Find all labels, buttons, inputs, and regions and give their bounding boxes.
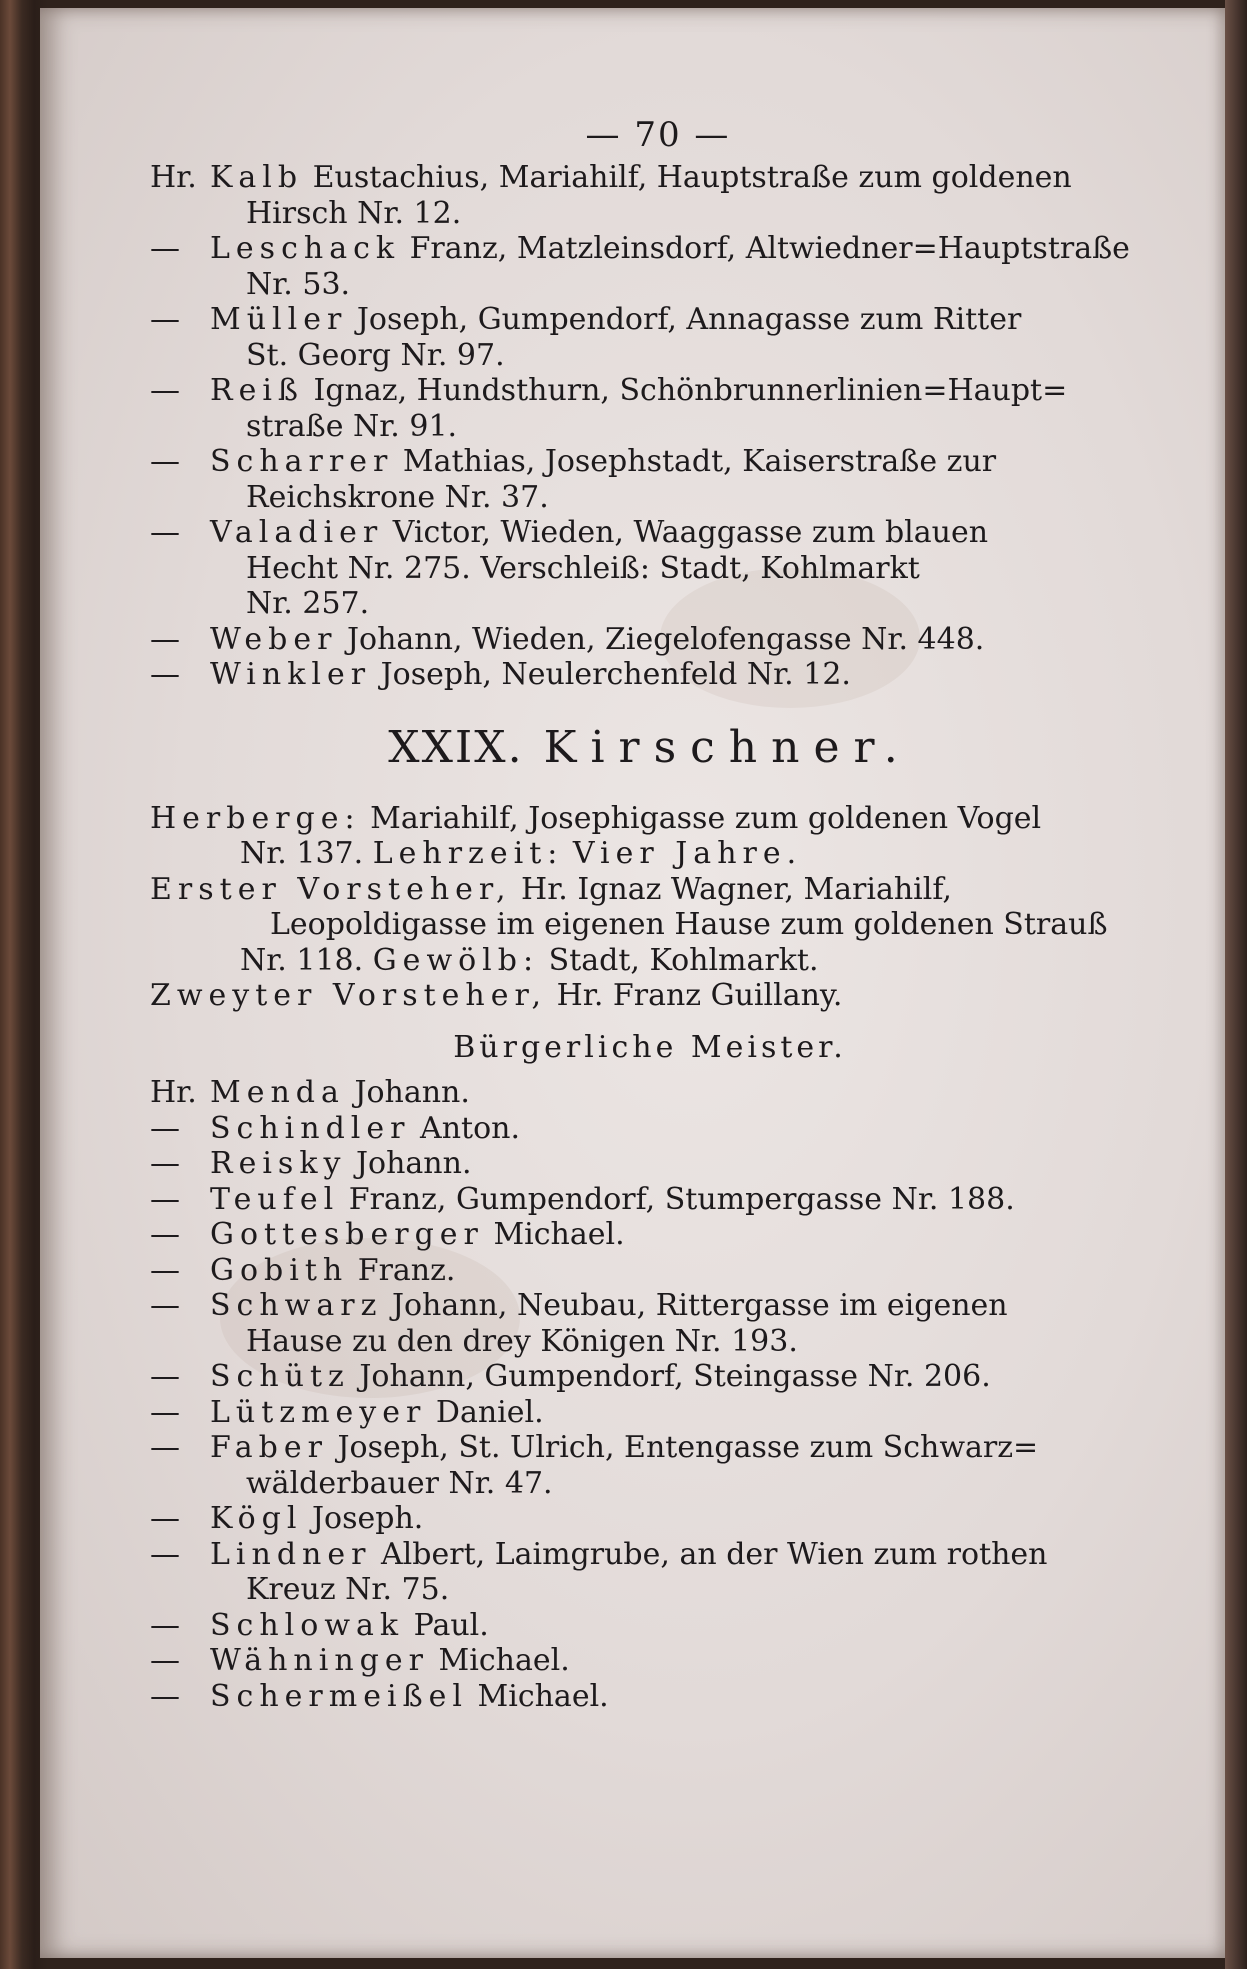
entry-mark: — xyxy=(150,1110,180,1146)
list-item xyxy=(150,444,1150,515)
entry-mark: — xyxy=(150,1501,180,1536)
entry-continuation: Kreuz Nr. 75. xyxy=(246,1572,450,1607)
zweyter-label: Zweyter Vorsteher, xyxy=(150,978,548,1013)
entry-text: Michael. xyxy=(438,1643,570,1678)
entry-mark: — xyxy=(150,302,180,337)
entry-name: Weber xyxy=(210,621,338,657)
entry-mark: — xyxy=(150,1217,180,1252)
list-item xyxy=(150,1182,1150,1218)
page-content xyxy=(150,110,1150,1714)
section-number: XXIX. xyxy=(388,721,524,773)
section-title: Kirschner. xyxy=(543,721,912,773)
entry-continuation: wälderbauer Nr. 47. xyxy=(246,1465,553,1501)
list-item xyxy=(150,302,1150,373)
entry-continuation: straße Nr. 91. xyxy=(246,408,458,444)
list-item xyxy=(150,373,1150,444)
entry-text: Paul. xyxy=(413,1607,489,1643)
list-item xyxy=(150,1253,1150,1289)
list-item xyxy=(150,515,1150,622)
entry-mark: Hr. xyxy=(150,160,197,195)
entry-name: Leschack xyxy=(210,231,401,266)
entry-name: Scharrer xyxy=(210,444,394,479)
entry-mark: — xyxy=(150,373,180,408)
entry-mark: — xyxy=(150,1678,180,1714)
list-item xyxy=(150,1075,1150,1111)
entry-text: Daniel. xyxy=(435,1394,544,1430)
entry-mark: Hr. xyxy=(150,1075,197,1110)
entry-mark: — xyxy=(150,1607,180,1643)
list-item xyxy=(150,231,1150,302)
list-item xyxy=(150,1395,1150,1431)
herberge-text: Mariahilf, Josephigasse zum goldenen Vogel xyxy=(370,800,1042,836)
entry-text: Joseph, Gumpendorf, Annagasse zum Ritter xyxy=(356,302,1022,337)
section-heading xyxy=(150,719,1150,777)
entry-continuation: Hecht Nr. 275. Verschleiß: Stadt, Kohlmarkt xyxy=(246,550,920,586)
list-item xyxy=(150,622,1150,658)
lehrzeit-label: Lehrzeit: xyxy=(372,836,564,871)
entry-text: Johann. xyxy=(356,1146,472,1181)
list-item xyxy=(150,1537,1150,1608)
entry-name: Gottesberger xyxy=(210,1217,484,1252)
entry-text: Johann, Neubau, Rittergasse im eigenen xyxy=(391,1288,1008,1323)
entry-continuation: St. Georg Nr. 97. xyxy=(246,337,505,373)
entry-name: Schütz xyxy=(210,1359,350,1394)
entry-name: Kalb xyxy=(210,160,304,195)
list-item xyxy=(150,160,1150,231)
gewoelb-value: Stadt, Kohlmarkt. xyxy=(548,942,819,978)
list-item xyxy=(150,1430,1150,1501)
entry-text: Victor, Wieden, Waaggasse zum blauen xyxy=(392,515,989,550)
entry-continuation: Reichskrone Nr. 37. xyxy=(246,479,549,515)
entry-name: Teufel xyxy=(210,1181,340,1217)
list-item xyxy=(150,1111,1150,1147)
page-edge xyxy=(1225,0,1247,1969)
entry-text: Joseph. xyxy=(312,1501,424,1536)
entry-name: Schindler xyxy=(210,1110,411,1146)
entry-mark: — xyxy=(150,657,180,692)
entry-name: Schlowak xyxy=(210,1607,405,1643)
entry-text: Franz. xyxy=(357,1252,456,1288)
list-item xyxy=(150,1501,1150,1537)
erster-label: Erster Vorsteher, xyxy=(150,871,512,907)
entry-name: Valadier xyxy=(210,515,384,550)
subheading: Bürgerliche Meister. xyxy=(453,1029,847,1065)
entry-name: Müller xyxy=(210,302,348,337)
gewoelb-label: Gewölb: xyxy=(372,942,540,978)
entry-name: Gobith xyxy=(210,1252,349,1288)
entry-text: Anton. xyxy=(420,1110,520,1146)
entry-text: Joseph, St. Ulrich, Entengasse zum Schwarz= xyxy=(337,1430,1039,1465)
entry-mark: — xyxy=(150,515,180,550)
lehrzeit-value: Vier Jahre. xyxy=(572,836,803,871)
list-item xyxy=(150,1643,1150,1679)
list-item xyxy=(150,1679,1150,1715)
entry-continuation: Nr. 53. xyxy=(246,266,351,302)
entry-text: Franz, Matzleinsdorf, Altwiedner=Hauptstraße xyxy=(409,231,1130,266)
entry-mark: — xyxy=(150,1359,180,1394)
entry-name: Winkler xyxy=(210,657,372,692)
entry-mark: — xyxy=(150,1643,180,1678)
entry-continuation: Hause zu den drey Königen Nr. 193. xyxy=(246,1323,798,1359)
entry-text: Albert, Laimgrube, an der Wien zum rothen xyxy=(381,1536,1048,1572)
entry-mark: — xyxy=(150,1252,180,1288)
entry-name: Reisky xyxy=(210,1146,347,1181)
entry-mark: — xyxy=(150,1430,180,1465)
entry-text: Franz, Gumpendorf, Stumpergasse Nr. 188. xyxy=(348,1181,1015,1217)
entry-name: Lindner xyxy=(210,1536,372,1572)
entry-text: Mathias, Josephstadt, Kaiserstraße zur xyxy=(402,444,997,479)
entry-name: Reiß xyxy=(210,373,304,408)
list-item xyxy=(150,1608,1150,1644)
entry-mark: — xyxy=(150,231,180,266)
page-number: — 70 — xyxy=(585,115,731,155)
entry-name: Wähninger xyxy=(210,1643,429,1678)
list-item xyxy=(150,1146,1150,1182)
entry-continuation: Hirsch Nr. 12. xyxy=(246,195,462,231)
entry-text: Johann, Wieden, Ziegelofengasse Nr. 448. xyxy=(347,621,985,657)
zweyter-vorsteher xyxy=(150,978,1150,1014)
erster-vorsteher xyxy=(150,872,1150,979)
entry-text: Johann, Gumpendorf, Steingasse Nr. 206. xyxy=(359,1359,991,1394)
entry-mark: — xyxy=(150,444,180,479)
herberge-label: Herberge: xyxy=(150,800,361,836)
entry-mark: — xyxy=(150,1536,180,1572)
list-item xyxy=(150,1288,1150,1359)
entry-list-top xyxy=(150,160,1150,693)
entry-text: Michael. xyxy=(493,1217,625,1252)
zweyter-text: Hr. Franz Guillany. xyxy=(556,978,843,1013)
list-item xyxy=(150,1359,1150,1395)
entry-mark: — xyxy=(150,1146,180,1181)
entry-name: Schwarz xyxy=(210,1288,383,1323)
erster-number: Nr. 118. xyxy=(240,942,364,978)
entry-continuation: Nr. 257. xyxy=(246,586,370,621)
list-item xyxy=(150,1217,1150,1253)
entry-name: Menda xyxy=(210,1075,345,1110)
entry-text: Eustachius, Mariahilf, Hauptstraße zum goldenen xyxy=(312,160,1072,195)
erster-continuation: Leopoldigasse im eigenen Hause zum goldenen Strauß xyxy=(270,907,1108,942)
herberge-info xyxy=(150,801,1150,872)
entry-name: Schermeißel xyxy=(210,1678,468,1714)
entry-text: Johann. xyxy=(354,1075,470,1110)
entry-name: Faber xyxy=(210,1430,328,1465)
list-item xyxy=(150,657,1150,693)
entry-name: Lützmeyer xyxy=(210,1394,427,1430)
entry-mark: — xyxy=(150,621,180,657)
entry-list-meister xyxy=(150,1075,1150,1714)
entry-name: Kögl xyxy=(210,1501,303,1536)
entry-text: Ignaz, Hundsthurn, Schönbrunnerlinien=Haupt= xyxy=(313,373,1068,408)
entry-mark: — xyxy=(150,1394,180,1430)
entry-text: Michael. xyxy=(477,1678,609,1714)
entry-mark: — xyxy=(150,1288,180,1323)
entry-mark: — xyxy=(150,1181,180,1217)
entry-text: Joseph, Neulerchenfeld Nr. 12. xyxy=(380,657,851,692)
erster-text: Hr. Ignaz Wagner, Mariahilf, xyxy=(521,871,952,907)
herberge-number: Nr. 137. xyxy=(240,836,364,871)
